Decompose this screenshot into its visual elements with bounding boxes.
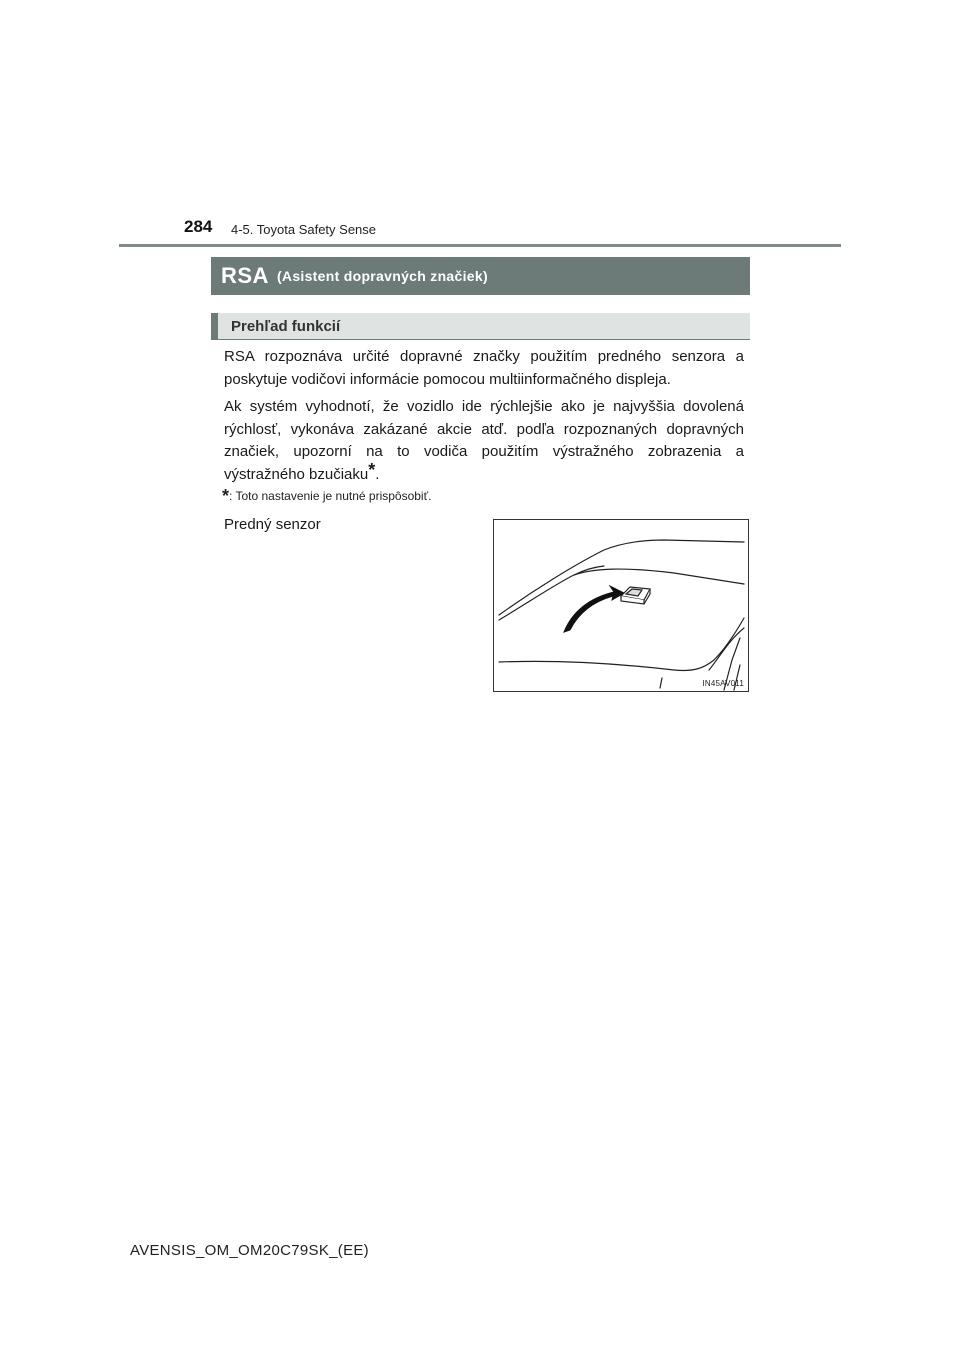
page-number: 284 (184, 217, 213, 236)
header-rule (119, 244, 841, 247)
subheading-bar (211, 313, 750, 339)
section-title-bar (211, 257, 750, 295)
figure-label: Predný senzor (224, 516, 321, 533)
figure-code: IN45AV011 (702, 679, 744, 688)
paragraph-warning-text: Ak systém vyhodnotí, že vozidlo ide rýchlejšie ako je najvyššia dovolená rýchlosť, vykonáva zakázané akcie atď. podľa rozpoznaných dopravných značiek, upozorní na to vodiča použitím výstražného zobrazenia a výstražného bzučiaku (224, 398, 744, 483)
document-id: AVENSIS_OM_OM20C79SK_(EE) (130, 1242, 369, 1259)
paragraph-warning (224, 396, 744, 486)
figure-windshield-sensor (493, 519, 749, 692)
footnote-marker: * (222, 486, 230, 506)
footnote-ref-marker: * (368, 459, 376, 480)
section-reference: 4-5. Toyota Safety Sense (231, 222, 377, 237)
paragraph-warning-end: . (375, 465, 380, 483)
section-title: RSA (221, 263, 269, 288)
section-subtitle: (Asistent dopravných značiek) (276, 268, 488, 284)
footnote-text: : Toto nastavenie je nutné prispôsobiť. (229, 489, 432, 503)
subheading: Prehľad funkcií (231, 317, 341, 335)
footnote (222, 486, 431, 507)
windshield-sensor-icon (494, 520, 748, 691)
paragraph-intro: RSA rozpoznáva určité dopravné značky použitím predného senzora a poskytuje vodičovi informácie pomocou multiinformačného displeja. (224, 348, 744, 388)
subheading-rule (211, 339, 750, 340)
